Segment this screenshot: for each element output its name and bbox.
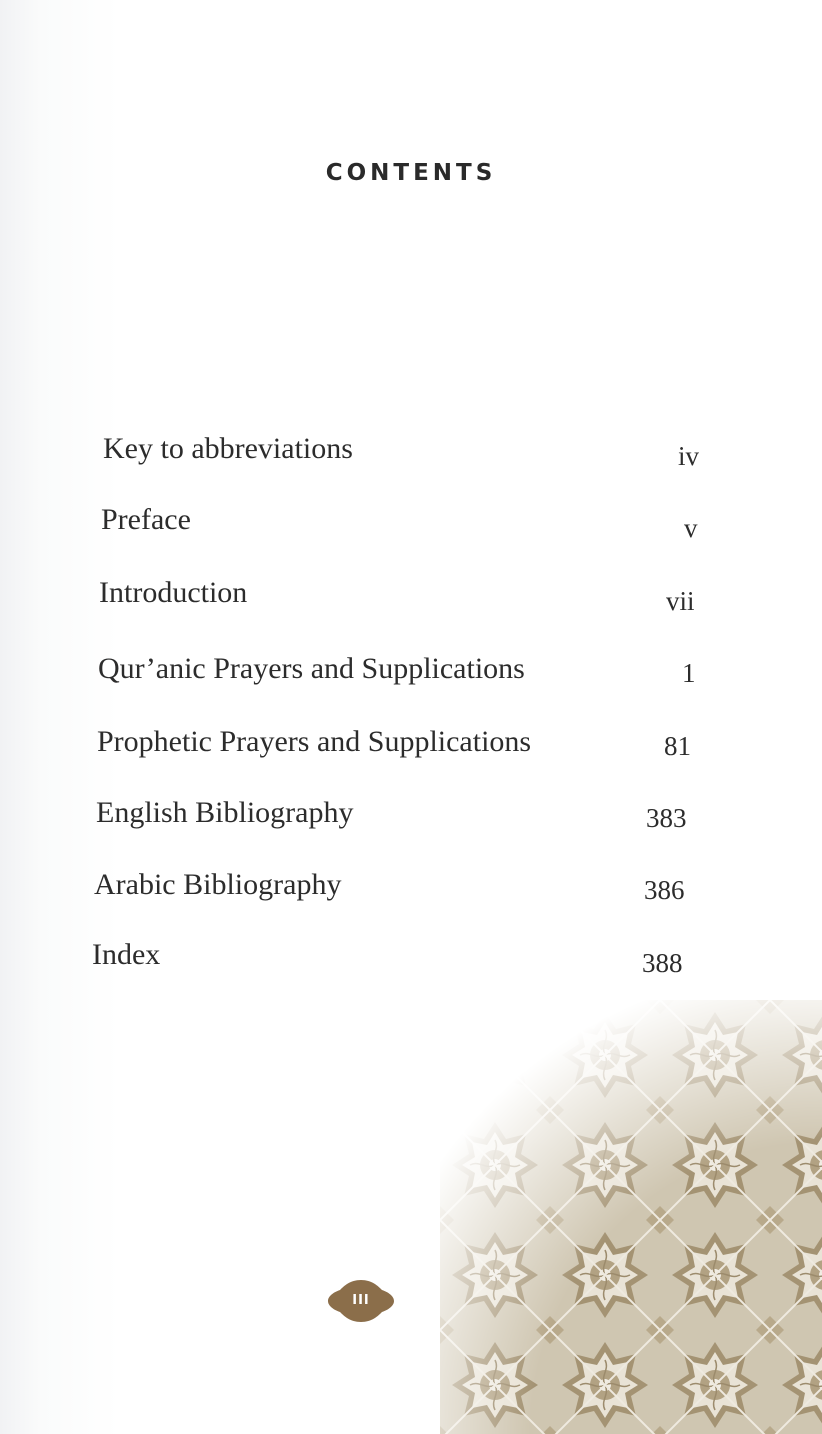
toc-entry-page: 81 bbox=[664, 731, 691, 761]
toc-entry-title: Arabic Bibliography bbox=[94, 868, 342, 901]
toc-entry-page: 383 bbox=[646, 803, 687, 833]
toc-entry-title: Introduction bbox=[99, 576, 248, 609]
toc-entry-title: Qur’anic Prayers and Supplications bbox=[98, 652, 525, 685]
toc-entry-title: Prophetic Prayers and Supplications bbox=[97, 725, 532, 758]
toc-entry-title: Key to abbreviations bbox=[103, 432, 353, 465]
toc-entry-title: Preface bbox=[101, 503, 191, 536]
page-number: III bbox=[352, 1293, 370, 1308]
toc-entry-page: 386 bbox=[644, 875, 685, 905]
toc-entry-page: v bbox=[684, 513, 698, 543]
toc-entry-page: 1 bbox=[682, 658, 696, 688]
toc-entry-page: 388 bbox=[642, 948, 683, 978]
page-title: CONTENTS bbox=[325, 160, 497, 186]
toc-entry-title: English Bibliography bbox=[96, 796, 354, 829]
toc-entry-page: vii bbox=[666, 586, 695, 616]
toc-entry-page: iv bbox=[678, 441, 700, 471]
toc-entry-title: Index bbox=[92, 938, 161, 971]
